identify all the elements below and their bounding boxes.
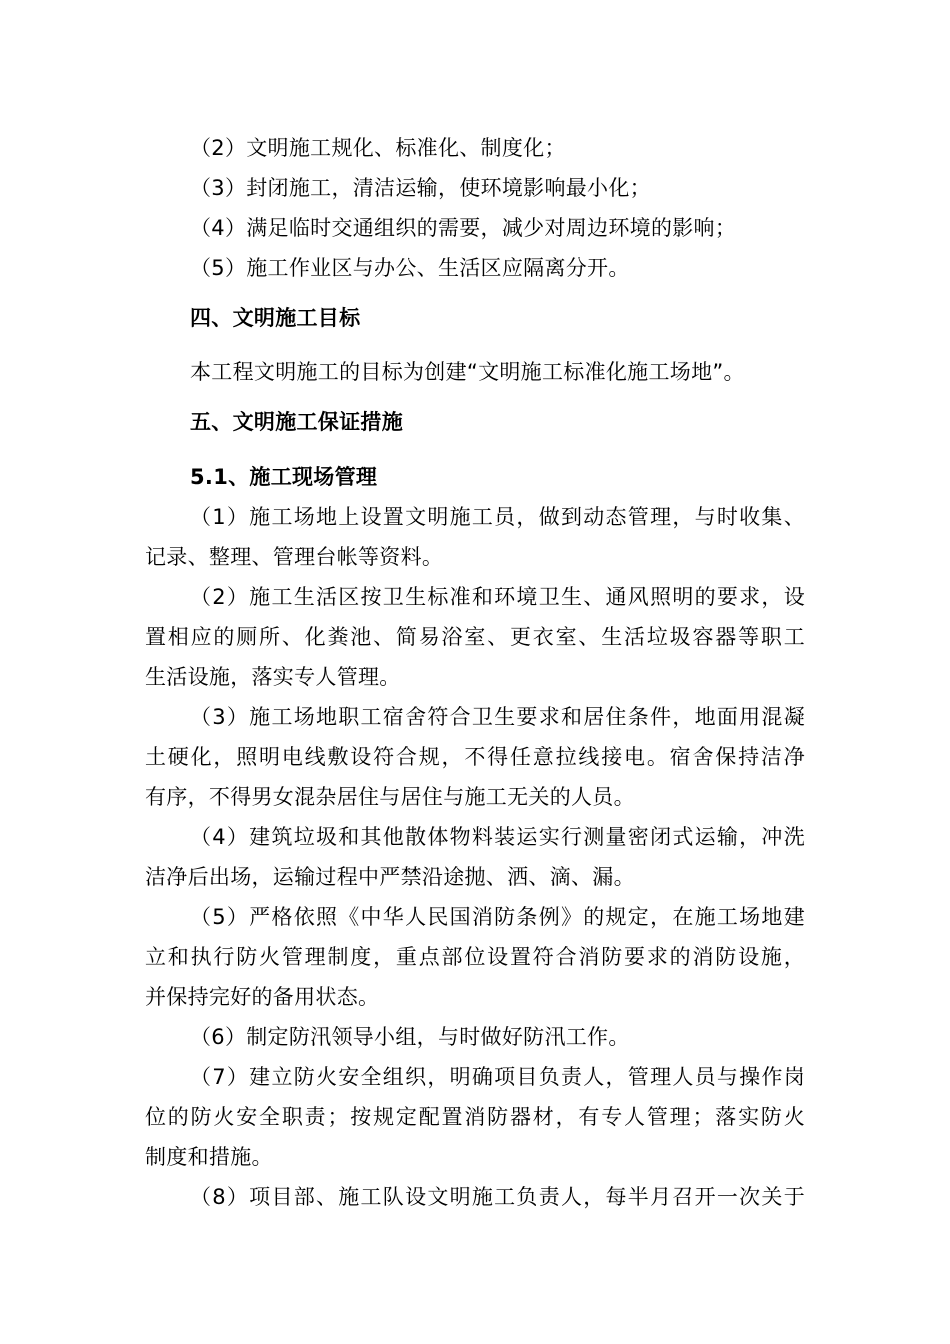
paragraph-line: 并保持完好的备用状态。 bbox=[145, 985, 380, 1009]
paragraph-line: （8）项目部、施工队设文明施工负责人，每半月召开一次关于 bbox=[190, 1185, 805, 1209]
paragraph-line: 立和执行防火管理制度，重点部位设置符合消防要求的消防设施， bbox=[145, 945, 805, 969]
paragraph-line: 生活设施，落实专人管理。 bbox=[145, 665, 401, 689]
list-item: （3）封闭施工，清洁运输，使环境影响最小化； bbox=[190, 176, 651, 200]
paragraph-line: （1）施工场地上设置文明施工员，做到动态管理，与时收集、 bbox=[190, 505, 805, 529]
list-item: （2）文明施工规化、标准化、制度化； bbox=[190, 136, 566, 160]
section-text: 本工程文明施工的目标为创建“文明施工标准化施工场地”。 bbox=[190, 360, 745, 384]
list-item: （4）满足临时交通组织的需要，减少对周边环境的影响； bbox=[190, 216, 737, 240]
paragraph-line: （7）建立防火安全组织，明确项目负责人，管理人员与操作岗 bbox=[190, 1065, 805, 1089]
paragraph-line: 土硬化，照明电线敷设符合规，不得任意拉线接电。宿舍保持洁净 bbox=[145, 745, 805, 769]
paragraph-line: 有序，不得男女混杂居住与居住与施工无关的人员。 bbox=[145, 785, 635, 809]
paragraph-line: （6）制定防汛领导小组，与时做好防汛工作。 bbox=[190, 1025, 630, 1049]
section-heading: 四、文明施工目标 bbox=[190, 306, 361, 330]
section-heading: 五、文明施工保证措施 bbox=[190, 410, 403, 434]
paragraph-line: （2）施工生活区按卫生标准和环境卫生、通风照明的要求，设 bbox=[190, 585, 805, 609]
paragraph-line: 记录、整理、管理台帐等资料。 bbox=[145, 545, 444, 569]
list-item: （5）施工作业区与办公、生活区应隔离分开。 bbox=[190, 256, 630, 280]
paragraph-line: （5）严格依照《中华人民国消防条例》的规定，在施工场地建 bbox=[190, 905, 805, 929]
subsection-heading: 5.1、施工现场管理 bbox=[190, 465, 378, 489]
paragraph-line: （4）建筑垃圾和其他散体物料装运实行测量密闭式运输，冲洗 bbox=[190, 825, 805, 849]
paragraph-line: 制度和措施。 bbox=[145, 1145, 273, 1169]
paragraph-line: （3）施工场地职工宿舍符合卫生要求和居住条件，地面用混凝 bbox=[190, 705, 805, 729]
paragraph-line: 置相应的厕所、化粪池、简易浴室、更衣室、生活垃圾容器等职工 bbox=[145, 625, 805, 649]
paragraph-line: 位的防火安全职责；按规定配置消防器材，有专人管理；落实防火 bbox=[145, 1105, 805, 1129]
paragraph-line: 洁净后出场，运输过程中严禁沿途抛、洒、滴、漏。 bbox=[145, 865, 635, 889]
